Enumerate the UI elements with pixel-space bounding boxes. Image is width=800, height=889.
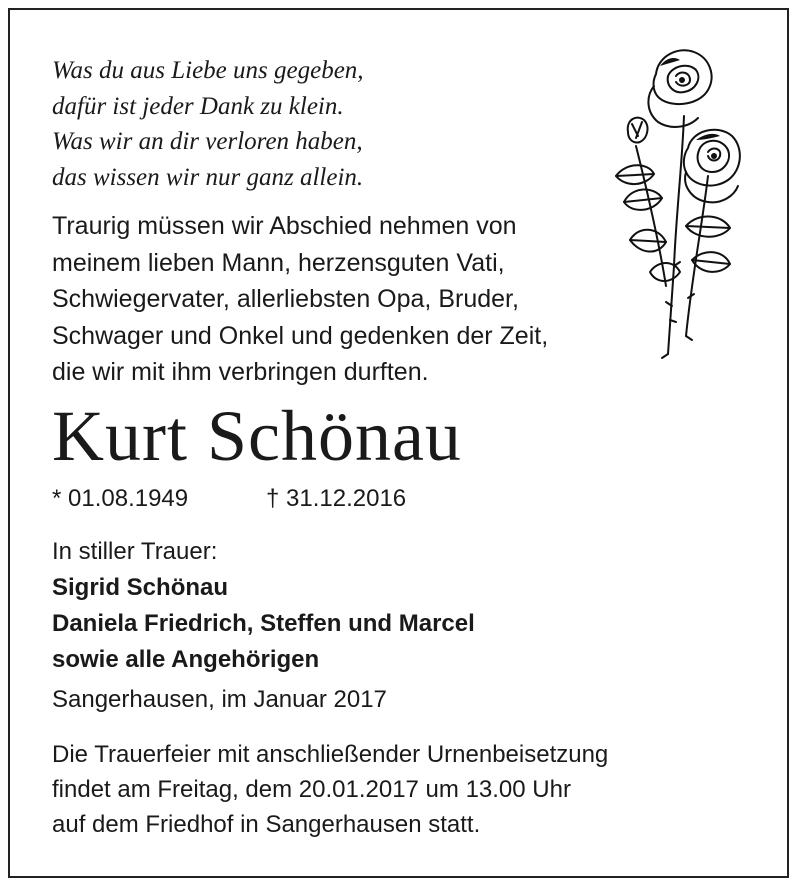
- death-date: † 31.12.2016: [266, 485, 407, 512]
- poem-line: dafür ist jeder Dank zu klein.: [52, 92, 344, 120]
- funeral-line: findet am Freitag, dem 20.01.2017 um 13.00 Uhr: [52, 776, 571, 803]
- mourners-heading: In stiller Trauer:: [52, 538, 218, 565]
- mourner-name: sowie alle Angehörigen: [52, 646, 320, 673]
- mourner-name: Daniela Friedrich, Steffen und Marcel: [52, 610, 475, 637]
- poem: [52, 53, 592, 195]
- funeral-line: auf dem Friedhof in Sangerhausen statt.: [52, 811, 481, 838]
- mourners: [52, 534, 475, 678]
- poem-line: das wissen wir nur ganz allein.: [52, 163, 364, 191]
- poem-line: Was wir an dir verloren haben,: [52, 128, 363, 155]
- intro-line: die wir mit ihm verbringen durften.: [52, 358, 429, 386]
- intro-line: Schwager und Onkel und gedenken der Zeit,: [52, 321, 549, 350]
- roses-icon: [596, 36, 746, 362]
- birth-date: * 01.08.1949: [52, 485, 189, 512]
- deceased-name: Kurt Schönau: [52, 396, 462, 476]
- intro-line: meinem lieben Mann, herzensguten Vati,: [52, 248, 505, 277]
- funeral-line: Die Trauerfeier mit anschließender Urnenbeisetzung: [52, 741, 609, 768]
- intro-line: Traurig müssen wir Abschied nehmen von: [52, 212, 517, 240]
- mourner-name: Sigrid Schönau: [52, 574, 229, 601]
- life-dates: [52, 483, 407, 515]
- place-date: Sangerhausen, im Januar 2017: [52, 686, 387, 713]
- intro-text: [52, 208, 612, 391]
- poem-line: Was du aus Liebe uns gegeben,: [52, 57, 364, 84]
- funeral-details: [52, 737, 608, 842]
- intro-line: Schwiegervater, allerliebsten Opa, Bruder,: [52, 285, 519, 313]
